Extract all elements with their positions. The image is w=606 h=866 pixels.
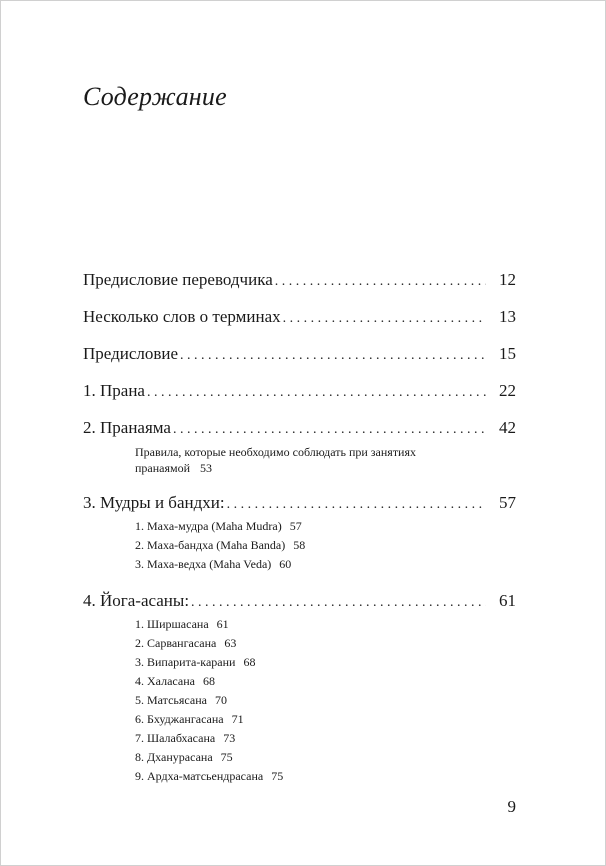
toc-entry-label: Несколько слов о терминах [83, 307, 281, 326]
toc-entry-label: 3. Мудры и бандхи: [83, 493, 225, 512]
dot-leader [180, 345, 486, 367]
toc-sub-entry-label: 2. Сарвангасана [135, 636, 217, 650]
dot-leader [275, 271, 486, 293]
toc-entry-mudras[interactable] [83, 492, 516, 516]
toc-sub-entry-label: 8. Дханурасана [135, 750, 213, 764]
toc-entry-translator-preface[interactable] [83, 269, 516, 293]
toc-sub-entry-label: 7. Шалабхасана [135, 731, 216, 745]
toc-sub-entry-page: 70 [214, 693, 227, 707]
table-of-contents [83, 269, 516, 786]
toc-sub-entry-page: 73 [223, 731, 236, 745]
toc-sub-entry-page: 68 [243, 655, 256, 669]
toc-sub-entry-label: 5. Матсьясана [135, 693, 207, 707]
toc-entry-label: 1. Прана [83, 381, 145, 400]
toc-entry-yoga-asanas[interactable] [83, 590, 516, 614]
toc-sub-entry-page: 57 [289, 519, 302, 533]
toc-sub-entry[interactable] [135, 653, 516, 672]
toc-entry-prana[interactable] [83, 380, 516, 404]
toc-sub-entry-label: 1. Маха-мудра (Maha Mudra) [135, 519, 282, 533]
toc-entry-terms[interactable] [83, 306, 516, 330]
dot-leader [173, 419, 486, 441]
toc-entry-page: 12 [499, 270, 516, 289]
toc-sub-entry-page: 68 [202, 674, 215, 688]
toc-sub-entry-page: 53 [200, 461, 213, 475]
toc-entry-page: 15 [499, 344, 516, 363]
toc-sub-list-asanas [135, 615, 516, 786]
toc-sub-entry-label: 4. Халасана [135, 674, 195, 688]
toc-sub-entry[interactable] [135, 634, 516, 653]
toc-sub-entry-page: 71 [231, 712, 244, 726]
toc-sub-entry-label: 1. Ширшасана [135, 617, 209, 631]
dot-leader [147, 382, 486, 404]
toc-entry-label: 4. Йога-асаны: [83, 591, 190, 610]
toc-sub-entry[interactable] [135, 615, 516, 634]
toc-entry-page: 61 [499, 591, 516, 610]
page-number: 9 [507, 797, 516, 816]
toc-sub-entry-label: 3. Маха-ведха (Maha Veda) [135, 557, 272, 571]
toc-entry-page: 22 [499, 381, 516, 400]
toc-sub-entry-label: 9. Ардха-матсьендрасана [135, 769, 264, 783]
toc-sub-entry-page: 58 [293, 538, 306, 552]
toc-sub-entry[interactable] [135, 710, 516, 729]
toc-title: Содержание [83, 82, 227, 111]
toc-sub-entry[interactable] [135, 767, 516, 786]
toc-sub-entry[interactable] [135, 748, 516, 767]
toc-entry-page: 13 [499, 307, 516, 326]
toc-sub-entry-label: 3. Випарита-карани [135, 655, 236, 669]
toc-sub-entry[interactable] [135, 536, 516, 555]
toc-sub-entry[interactable] [135, 691, 516, 710]
toc-sub-entry-label: Правила, которые необходимо соблюдать при занятиях пранаямой [135, 445, 416, 475]
toc-sub-entry-page: 75 [271, 769, 284, 783]
toc-sub-entry-page: 63 [224, 636, 237, 650]
toc-sub-entry-pranayama-rules[interactable] [135, 444, 475, 476]
toc-sub-entry[interactable] [135, 672, 516, 691]
toc-sub-entry[interactable] [135, 555, 516, 574]
toc-sub-entry-label: 2. Маха-бандха (Maha Banda) [135, 538, 286, 552]
dot-leader [191, 592, 486, 614]
toc-sub-list-mudras [135, 517, 516, 574]
toc-entry-label: 2. Пранаяма [83, 418, 171, 437]
toc-entry-label: Предисловие переводчика [83, 270, 273, 289]
toc-sub-entry[interactable] [135, 517, 516, 536]
toc-entry-pranayama[interactable] [83, 417, 516, 441]
toc-sub-entry-page: 61 [216, 617, 229, 631]
toc-sub-entry-page: 60 [279, 557, 292, 571]
toc-sub-entry[interactable] [135, 729, 516, 748]
toc-entry-label: Предисловие [83, 344, 179, 363]
dot-leader [283, 308, 486, 330]
toc-entry-preface[interactable] [83, 343, 516, 367]
toc-entry-page: 57 [499, 493, 516, 512]
toc-sub-entry-page: 75 [220, 750, 233, 764]
dot-leader [227, 494, 486, 516]
toc-entry-page: 42 [499, 418, 516, 437]
toc-sub-entry-label: 6. Бхуджангасана [135, 712, 224, 726]
